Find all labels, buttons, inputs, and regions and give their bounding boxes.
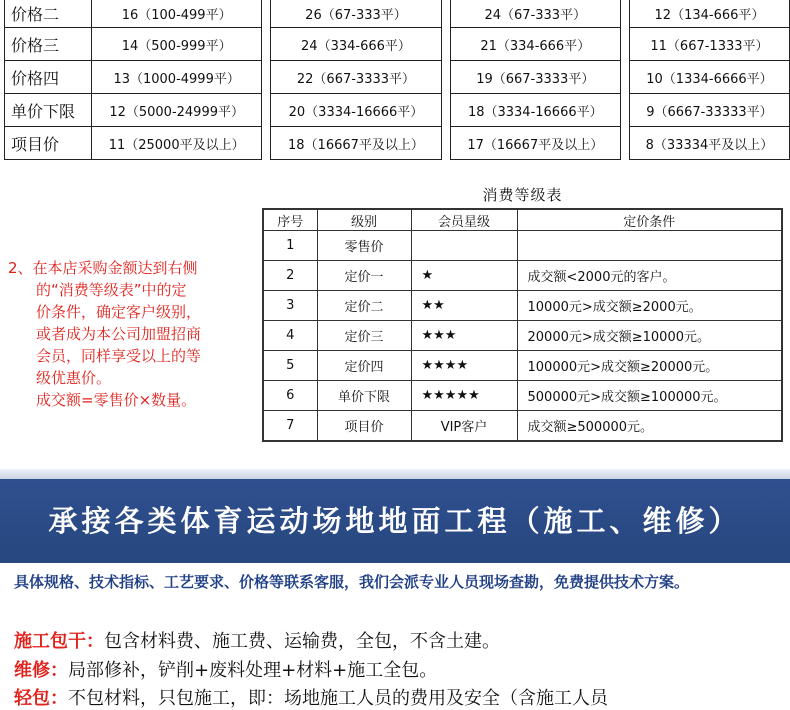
level-row [263,411,782,442]
price-cell: 24（334-666平） [271,28,441,61]
level-stars: ★★★★ [411,351,517,381]
price-cell: 22（667-3333平） [271,61,441,94]
level-name: 定价三 [317,321,411,351]
level-condition [517,231,782,261]
price-cell: 24（67-333平） [450,0,620,28]
level-no: 2 [263,261,317,291]
note-line: 价条件，确定客户级别， [36,303,202,321]
price-cell: 20（3334-16666平） [271,94,441,127]
price-cell: 11（25000平及以上） [92,127,262,160]
price-cell: 21（334-666平） [450,28,620,61]
level-condition: 成交额<2000元的客户。 [517,261,782,291]
level-condition: 100000元>成交额≥20000元。 [517,351,782,381]
level-stars: ★★★★★ [411,381,517,411]
service-line [14,684,608,710]
service-key: 维修： [14,660,68,681]
price-row [5,28,790,61]
level-stars [411,231,517,261]
row-label: 价格四 [5,61,92,94]
price-cell: 12（134-666平） [629,0,789,28]
level-name: 定价四 [317,351,411,381]
level-no: 6 [263,381,317,411]
level-no: 3 [263,291,317,321]
price-cell: 18（3334-16666平） [450,94,620,127]
note-line: 或者成为本公司加盟招商 [36,325,202,343]
level-table-title: 消费等级表 [482,186,563,204]
note-line: 2、在本店采购金额达到右侧 [8,259,198,277]
level-name: 项目价 [317,411,411,442]
note-line: 级优惠价。 [36,369,112,387]
row-label: 单价下限 [5,94,92,127]
level-row [263,291,782,321]
service-text: 包含材料费、施工费、运输费，全包，不含土建。 [104,631,500,652]
price-cell: 9（6667-33333平） [629,94,789,127]
row-label: 价格三 [5,28,92,61]
level-row [263,321,782,351]
level-stars: VIP客户 [411,411,517,442]
price-cell: 16（100-499平） [92,0,262,28]
price-row [5,127,790,160]
price-cell: 26（67-333平） [271,0,441,28]
level-row [263,381,782,411]
level-name: 定价二 [317,291,411,321]
level-row [263,231,782,261]
price-cell: 19（667-3333平） [450,61,620,94]
level-name: 零售价 [317,231,411,261]
level-no: 7 [263,411,317,442]
level-no: 1 [263,231,317,261]
header-cell: 定价条件 [517,209,782,231]
level-stars: ★★ [411,291,517,321]
level-stars: ★★★ [411,321,517,351]
price-row [5,94,790,127]
price-cell: 18（16667平及以上） [271,127,441,160]
row-label: 项目价 [5,127,92,160]
price-row [5,61,790,94]
note-line: 的“消费等级表”中的定 [36,281,187,299]
service-text: 不包材料，只包施工，即：场地施工人员的费用及安全（含施工人员 [68,688,608,709]
price-cell: 10（1334-6666平） [629,61,789,94]
note-line: 会员，同样享受以上的等 [36,347,202,365]
service-line [14,627,500,653]
service-text: 局部修补，铲削+废料处理+材料+施工全包。 [68,660,438,681]
header-cell: 会员星级 [411,209,517,231]
row-label: 价格二 [5,0,92,28]
service-key: 轻包： [14,688,68,709]
price-cell: 8（33334平及以上） [629,127,789,160]
level-note [8,257,253,411]
price-cell: 14（500-999平） [92,28,262,61]
level-no: 4 [263,321,317,351]
header-cell: 级别 [317,209,411,231]
level-row [263,351,782,381]
price-cell: 12（5000-24999平） [92,94,262,127]
level-row [263,261,782,291]
level-condition: 10000元>成交额≥2000元。 [517,291,782,321]
level-condition: 20000元>成交额≥10000元。 [517,321,782,351]
price-cell: 17（16667平及以上） [450,127,620,160]
level-header-row [263,209,782,231]
header-cell: 序号 [263,209,317,231]
price-cell: 11（667-1333平） [629,28,789,61]
service-key: 施工包干： [14,631,104,652]
price-cell: 13（1000-4999平） [92,61,262,94]
service-banner: 承接各类体育运动场地地面工程（施工、维修） [0,479,790,563]
note-line: 成交额=零售价×数量。 [36,391,197,409]
level-table [262,208,783,442]
level-stars: ★ [411,261,517,291]
price-table [4,0,790,160]
level-condition: 成交额≥500000元。 [517,411,782,442]
level-no: 5 [263,351,317,381]
service-line [14,656,437,682]
level-name: 单价下限 [317,381,411,411]
level-condition: 500000元>成交额≥100000元。 [517,381,782,411]
intro-text: 具体规格、技术指标、工艺要求、价格等联系客服，我们会派专业人员现场查勘，免费提供技术方案。 [14,573,690,591]
price-row [5,0,790,28]
level-name: 定价一 [317,261,411,291]
